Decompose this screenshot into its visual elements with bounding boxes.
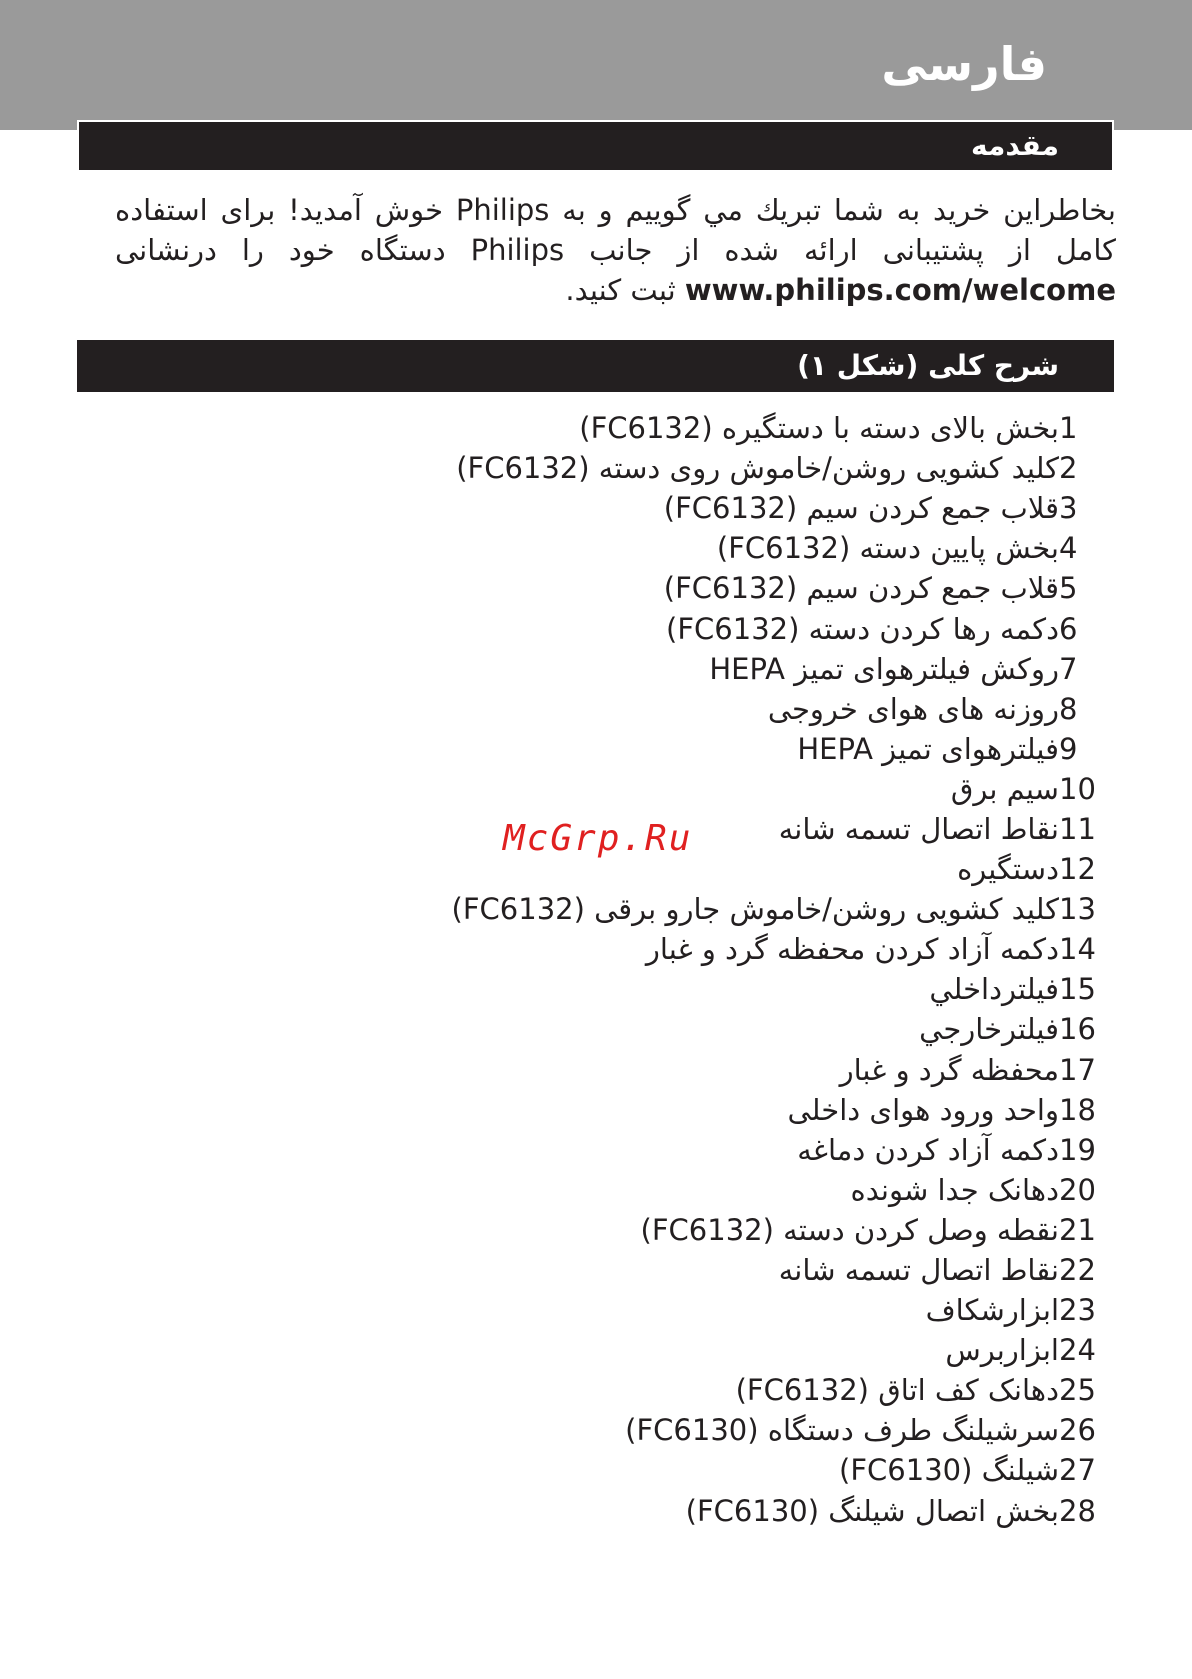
- part-number: 6: [1059, 611, 1078, 646]
- part-number: 28: [1059, 1493, 1096, 1528]
- watermark: McGrp.Ru: [503, 818, 693, 859]
- list-item: [416, 448, 1116, 488]
- part-label: بخش اتصال شیلنگ (FC6130): [685, 1493, 1059, 1528]
- list-item: [416, 488, 1116, 528]
- part-label: روکش فیلترهوای تمیز HEPA: [709, 651, 1059, 686]
- top-banner: [0, 0, 1192, 130]
- part-number: 17: [1059, 1052, 1096, 1087]
- part-label: روزنه های هوای خروجی: [767, 691, 1059, 726]
- part-label: نقطه وصل کردن دسته (FC6132): [640, 1212, 1059, 1247]
- part-label: فیلترهوای تمیز HEPA: [797, 731, 1059, 766]
- part-label: دهانک جدا شونده: [850, 1172, 1059, 1207]
- part-number: 21: [1059, 1212, 1096, 1247]
- part-number: 19: [1059, 1132, 1096, 1167]
- part-number: 13: [1059, 892, 1096, 927]
- part-label: محفظه گرد و غبار: [839, 1052, 1059, 1087]
- intro-paragraph: [115, 190, 1116, 310]
- list-item: [416, 969, 1116, 1009]
- part-number: 1: [1059, 411, 1078, 446]
- part-number: 10: [1059, 771, 1096, 806]
- part-number: 18: [1059, 1092, 1096, 1127]
- part-label: فیلترداخلي: [929, 972, 1059, 1007]
- part-number: 16: [1059, 1012, 1096, 1047]
- part-number: 7: [1059, 651, 1078, 686]
- part-label: واحد ورود هوای داخلی: [787, 1092, 1059, 1127]
- part-label: کلید کشویی روشن/خاموش جارو برقی (FC6132): [451, 892, 1059, 927]
- part-label: قلاب جمع کردن سیم (FC6132): [663, 571, 1059, 606]
- list-item: [416, 568, 1116, 608]
- list-item: [416, 1250, 1116, 1290]
- part-label: نقاط اتصال تسمه شانه: [778, 811, 1059, 846]
- part-label: سیم برق: [950, 771, 1059, 806]
- list-item: [416, 408, 1116, 448]
- list-item: [416, 1450, 1116, 1490]
- list-item: [416, 889, 1116, 929]
- part-number: 8: [1059, 691, 1078, 726]
- language-title: فارسی: [881, 37, 1047, 91]
- list-item: [416, 1050, 1116, 1090]
- list-item: [416, 649, 1116, 689]
- part-label: دکمه آزاد کردن دماغه: [797, 1132, 1059, 1167]
- part-number: 22: [1059, 1253, 1096, 1288]
- part-label: دکمه رها کردن دسته (FC6132): [666, 611, 1059, 646]
- part-label: نقاط اتصال تسمه شانه: [778, 1253, 1059, 1288]
- part-number: 11: [1059, 811, 1096, 846]
- list-item: [416, 608, 1116, 648]
- part-number: 3: [1059, 491, 1078, 526]
- part-label: فیلترخارجي: [919, 1012, 1059, 1047]
- part-number: 5: [1059, 571, 1078, 606]
- part-number: 20: [1059, 1172, 1096, 1207]
- list-item: [416, 1290, 1116, 1330]
- intro-section-heading: مقدمه: [77, 120, 1114, 172]
- part-label: دکمه آزاد کردن محفظه گرد و غبار: [645, 932, 1059, 967]
- list-item: [416, 1130, 1116, 1170]
- list-item: [416, 729, 1116, 769]
- part-label: بخش بالای دسته با دستگیره (FC6132): [579, 411, 1059, 446]
- list-item: [416, 1330, 1116, 1370]
- part-label: شیلنگ (FC6130): [839, 1453, 1059, 1488]
- intro-text-end: ثبت کنید.: [565, 273, 685, 307]
- list-item: [416, 1210, 1116, 1250]
- part-number: 24: [1059, 1333, 1096, 1368]
- part-number: 23: [1059, 1293, 1096, 1328]
- part-number: 27: [1059, 1453, 1096, 1488]
- part-label: دستگیره: [957, 852, 1059, 887]
- part-label: سرشیلنگ طرف دستگاه (FC6130): [625, 1413, 1059, 1448]
- list-item: [416, 1370, 1116, 1410]
- part-label: ابزارشکاف: [925, 1293, 1059, 1328]
- part-label: ابزاربرس: [945, 1333, 1059, 1368]
- philips-welcome-link[interactable]: www.philips.com/welcome: [684, 273, 1116, 307]
- part-label: قلاب جمع کردن سیم (FC6132): [663, 491, 1059, 526]
- part-number: 15: [1059, 972, 1096, 1007]
- list-item: [416, 929, 1116, 969]
- part-label: دهانک کف اتاق (FC6132): [735, 1373, 1059, 1408]
- list-item: [416, 528, 1116, 568]
- part-number: 25: [1059, 1373, 1096, 1408]
- part-number: 4: [1059, 531, 1078, 566]
- list-item: [416, 769, 1116, 809]
- list-item: [416, 1491, 1116, 1531]
- part-number: 14: [1059, 932, 1096, 967]
- list-item: [416, 1170, 1116, 1210]
- part-label: بخش پایین دسته (FC6132): [716, 531, 1059, 566]
- list-item: [416, 689, 1116, 729]
- part-number: 9: [1059, 731, 1078, 766]
- part-label: کلید کشویی روشن/خاموش روی دسته (FC6132): [456, 451, 1059, 486]
- part-number: 12: [1059, 852, 1096, 887]
- parts-list: [416, 408, 1116, 1531]
- part-number: 26: [1059, 1413, 1096, 1448]
- overview-section-heading: شرح کلی (شکل ۱): [77, 340, 1114, 392]
- list-item: [416, 1009, 1116, 1049]
- list-item: [416, 1410, 1116, 1450]
- part-number: 2: [1059, 451, 1078, 486]
- list-item: [416, 1090, 1116, 1130]
- intro-text-start: بخاطراین خرید به شما تبریك مي گوییم و به Philips خوش آمدید! برای استفاده کامل از پشتیبانی ارائه شده از جانب Philips دستگاه خود را درنشانی: [115, 193, 1116, 267]
